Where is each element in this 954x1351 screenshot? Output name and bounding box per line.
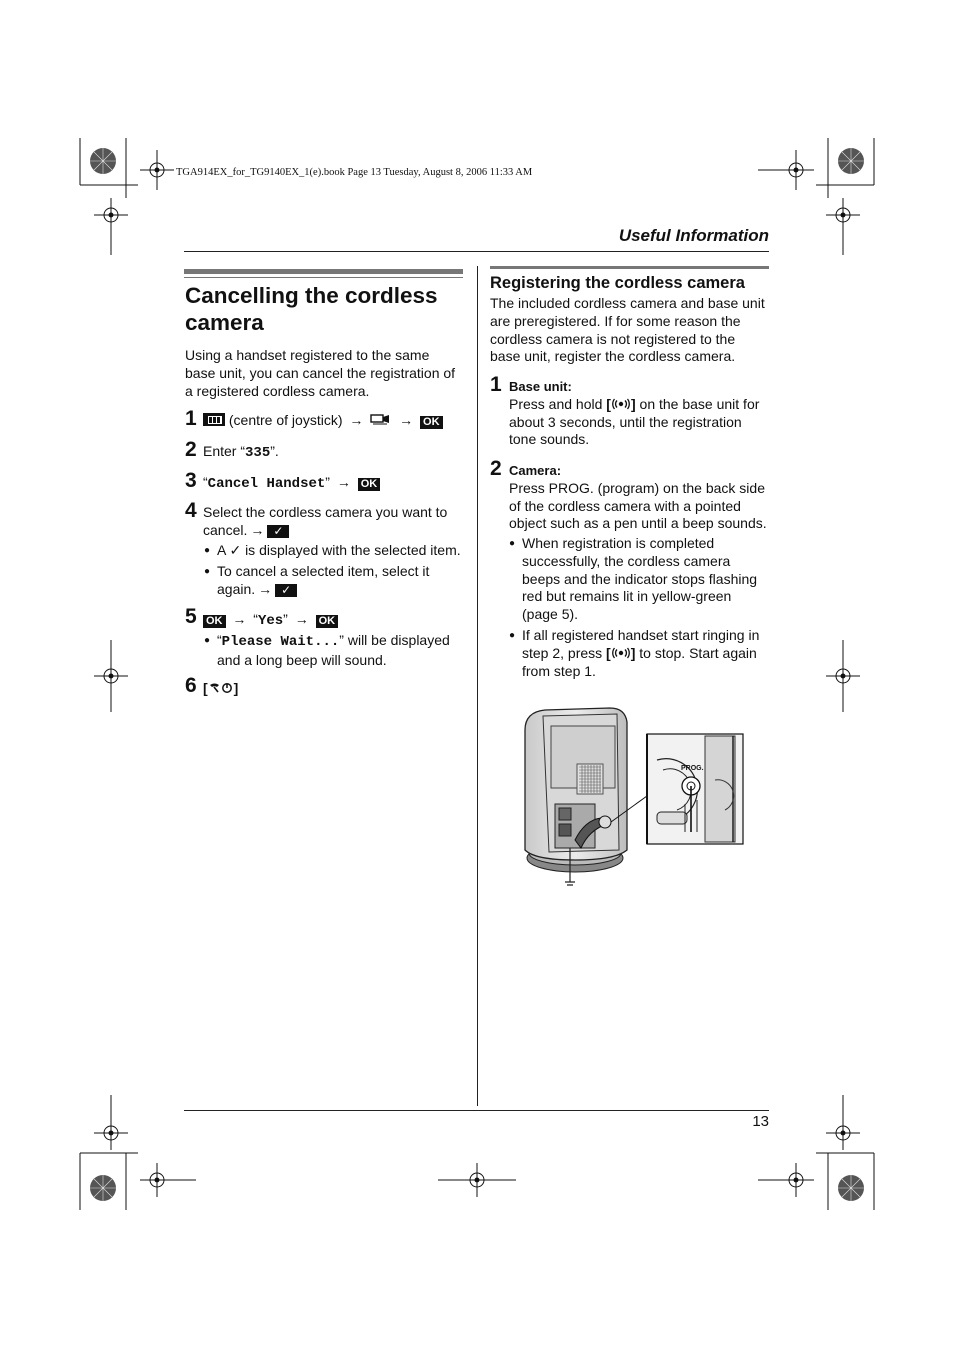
step-number: 1 <box>185 407 197 430</box>
ok-key-icon: OK <box>203 615 226 628</box>
step-4-note-1: ● A ✓ is displayed with the selected item. <box>217 542 461 560</box>
step-number: 4 <box>185 499 197 522</box>
section-heading: Registering the cordless camera <box>490 274 745 292</box>
off-key-icon <box>208 682 234 694</box>
check-key-icon: ✓ <box>275 584 297 597</box>
footer-rule <box>184 1110 769 1111</box>
step-number: 2 <box>185 438 197 461</box>
column-divider <box>477 266 478 1106</box>
locator-key-icon <box>611 398 631 410</box>
step-5: OK → “Yes” → OK <box>203 611 338 631</box>
register-step-1: Base unit: Press and hold [ ] on the base unit for about 3 seconds, until the registration tone sounds. <box>509 379 760 448</box>
step-3: “Cancel Handset” → OK <box>203 474 380 494</box>
step-number: 6 <box>185 674 197 697</box>
step-4: Select the cordless camera you want to cancel. → ✓ <box>203 504 448 538</box>
step-2: Enter “335”. <box>203 443 279 461</box>
register-note-2: ● If all registered handset start ringing in step 2, press [ ] to stop. Start again from step 1. <box>522 627 772 680</box>
step-1: (centre of joystick) → → OK <box>203 412 443 430</box>
title-bar <box>184 269 463 274</box>
section-title: Useful Information <box>618 226 769 245</box>
step-number: 5 <box>185 605 197 628</box>
title-bar-thin <box>184 277 463 278</box>
right-intro: The included cordless camera and base unit are preregistered. If for some reason the cordless camera is not registered to the base unit, register the cordless camera. <box>490 295 765 365</box>
header-rule <box>184 251 769 252</box>
camera-back-illustration <box>515 700 745 890</box>
register-step-2: Camera: Press PROG. (program) on the back side of the cordless camera with a pointed object such as a pen until a beep sounds. <box>509 463 767 532</box>
step-number: 2 <box>490 457 502 480</box>
check-key-icon: ✓ <box>267 525 289 538</box>
ok-key-icon: OK <box>316 615 339 628</box>
menu-key-icon <box>203 413 225 426</box>
intro-paragraph: Using a handset registered to the same base unit, you can cancel the registration of a registered cordless camera. <box>185 347 456 399</box>
step-5-note: ● “Please Wait...” will be displayed and a long beep will sound. <box>217 632 477 670</box>
step-number: 3 <box>185 469 197 492</box>
page-title: Cancelling the cordless camera <box>185 283 438 335</box>
register-note-1: ● When registration is completed successfully, the cordless camera beeps and the indicator stops flashing red but remains lit in yellow-green (page 5). <box>522 535 772 624</box>
page-number: 13 <box>752 1113 769 1130</box>
ok-key-icon: OK <box>358 478 381 491</box>
ok-key-icon: OK <box>420 416 443 429</box>
step-6: [ ] <box>203 680 239 696</box>
camera-menu-icon <box>370 413 392 426</box>
section-bar <box>490 266 769 269</box>
print-info: TGA914EX_for_TG9140EX_1(e).book Page 13 Tuesday, August 8, 2006 11:33 AM <box>176 167 533 178</box>
locator-key-icon <box>611 647 631 659</box>
step-number: 1 <box>490 373 502 396</box>
step-4-note-2: ● To cancel a selected item, select it again. → ✓ <box>217 563 467 599</box>
prog-label: PROG. <box>681 765 704 772</box>
